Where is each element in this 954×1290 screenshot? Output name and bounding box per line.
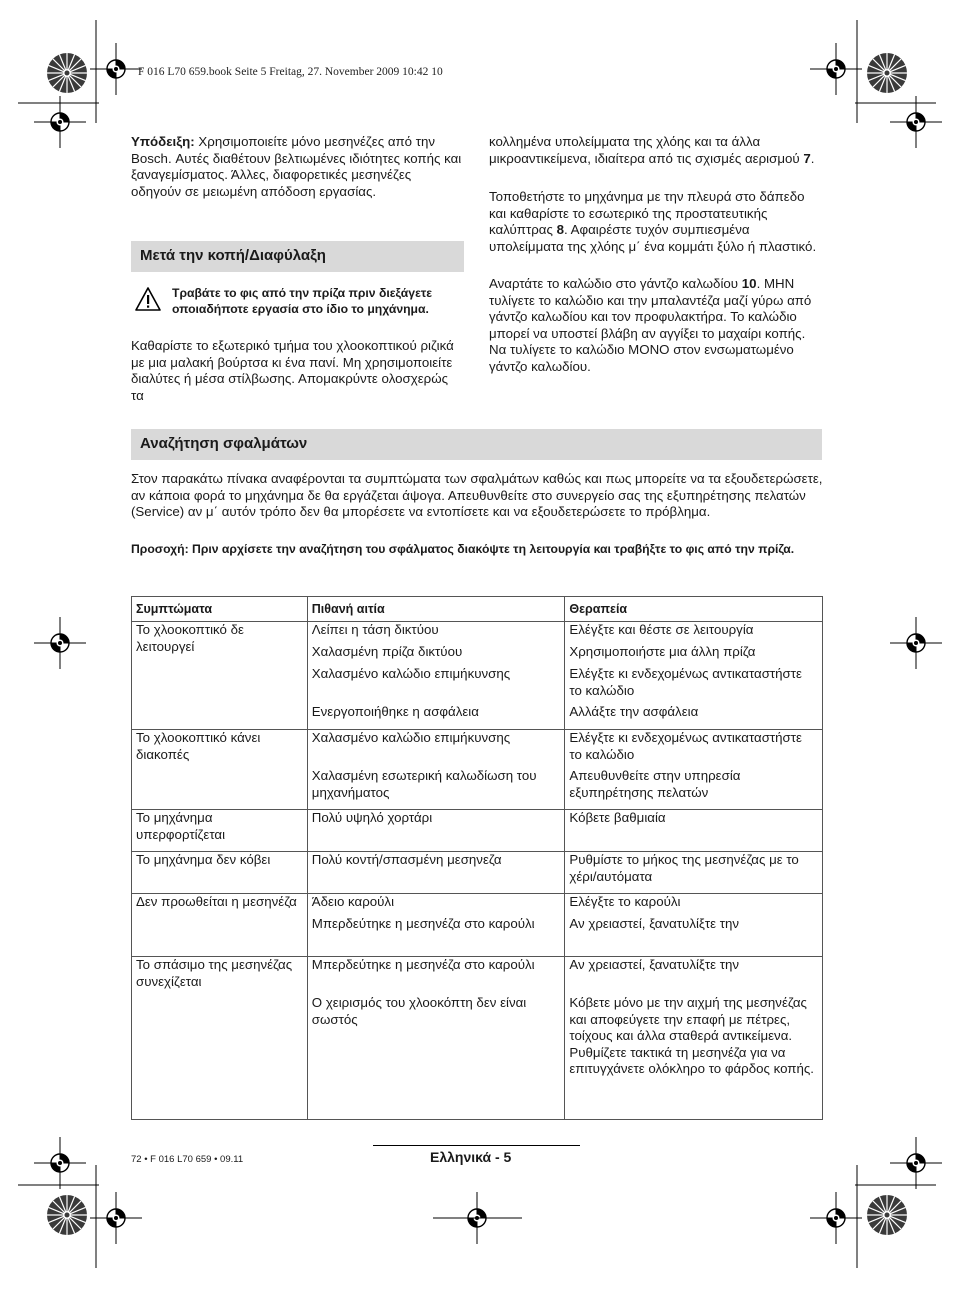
cause-cell: Πολύ κοντή/σπασμένη μεσηνεζα (307, 852, 565, 894)
remedy-cell: Ρυθμίστε το μήκος της μεσηνέζας με το χέρι/αυτόματα (565, 852, 823, 894)
symptom-cell: Το μηχάνημα υπερφορτίζεται (132, 810, 308, 852)
cleaning-paragraph: Καθαρίστε το εξωτερικό τμήμα του χλοοκοπτικού ριζικά με μια μαλακή βούρτσα κι ένα πανί. Μη χρησιμοποιείτε διαλύτες ή μέσα στίλβωσης. Απομακρύντε ολοσχερώς τα (131, 338, 454, 403)
remedy-cell: Αν χρειαστεί, ξανατυλίξτε την Κόβετε μόνο με την αιχμή της μεσηνέζας και αποφεύγετε την επαφή με πέτρες, τοίχους και άλλα σταθερά αντικείμενα. Ρυθμίζετε τακτικά τη μεσηνέζα για να επιτυγχάνετε ολόκληρο το φάρδος κοπής. (565, 957, 823, 1120)
warning-icon (134, 286, 162, 312)
symptom-cell: Δεν προωθείται η μεσηνέζα (132, 894, 308, 957)
cause-cell: Λείπει η τάση δικτύου Χαλασμένη πρίζα δικτύου Χαλασμένο καλώδιο επιμήκυνσης Ενεργοποιήθηκε η ασφάλεια (307, 622, 565, 730)
table-row (132, 852, 823, 894)
table-row (132, 730, 823, 810)
cause-cell: Άδειο καρούλι Μπερδεύτηκε η μεσηνέζα στο καρούλι (307, 894, 565, 957)
table-row (132, 622, 823, 730)
caution-text: Προσοχή: Πριν αρχίσετε την αναζήτηση του σφάλματος διακόψτε τη λειτουργία και τραβήξτε το φις από την πρίζα. (131, 542, 795, 556)
cable-storage-paragraph: Αναρτάτε το καλώδιο στο γάντζο καλωδίου 10. ΜΗΝ τυλίγετε το καλώδιο και την μπαλαντέζα μαζί γύρω από γάντζο καλωδίου και τον προφυλακτήρα. Το καλώδιο μπορεί να υποστεί βλάβη αν αγγίξει το μαχαίρι κοπής. Να τυλίγετε το καλώδιο ΜΟΝΟ στον ενσωματωμένο γάντζο καλωδίου. (489, 276, 812, 374)
troubleshooting-intro: Στον παρακάτω πίνακα αναφέρονται τα συμπτώματα των σφαλμάτων καθώς και πως μπορείτε να τα εξουδετερώσετε, αν κάποια φορά το μηχάνημα δε θα εργάζεται άψογα. Απευθυνθείτε στο συνεργείο σας της εξυπηρέτησης πελατών (Service) αν μ΄ αυτόν τρόπο δεν θα μπορέσετε να εντοπίσετε και να εξουδετερώσετε το πρόβλημα. (131, 471, 823, 520)
symptom-cell: Το σπάσιμο της μεσηνέζας συνεχίζεται (132, 957, 308, 1120)
table-row (132, 810, 823, 852)
symptom-cell: Το χλοοκοπτικό δε λειτουργεί (132, 622, 308, 730)
remedy-cell: Κόβετε βαθμιαία (565, 810, 823, 852)
troubleshooting-table (131, 596, 823, 1120)
table-row (132, 957, 823, 1120)
note-label: Υπόδειξη: (131, 134, 195, 149)
footer-page-label: Ελληνικά - 5 (430, 1149, 512, 1165)
book-info-header: F 016 L70 659.book Seite 5 Freitag, 27. November 2009 10:42 10 (138, 66, 443, 78)
note-paragraph (131, 134, 462, 200)
symptom-cell: Το μηχάνημα δεν κόβει (132, 852, 308, 894)
table-header-row (132, 597, 823, 622)
cause-cell: Πολύ υψηλό χορτάρι (307, 810, 565, 852)
header-cause: Πιθανή αιτία (307, 597, 565, 622)
remedy-cell: Ελέγξτε το καρούλι Αν χρειαστεί, ξανατυλίξτε την (565, 894, 823, 957)
ventilation-paragraph: κολλημένα υπολείμματα της χλόης και τα άλλα μικροαντικείμενα, ιδιαίτερα από τις σχισμές αερισμού 7. (489, 134, 815, 166)
warning-text: Τραβάτε το φις από την πρίζα πριν διεξάγετε οποιαδήποτε εργασία στο ίδιο το μηχάνημα. (172, 286, 433, 316)
header-symptoms: Συμπτώματα (132, 597, 308, 622)
cause-cell: Μπερδεύτηκε η μεσηνέζα στο καρούλι Ο χειρισμός του χλοοκόπτη δεν είναι σωστός (307, 957, 565, 1120)
guard-cleaning-paragraph: Τοποθετήστε το μηχάνημα με την πλευρά στο δάπεδο και καθαρίστε το εσωτερικό της προστατευτικής καλύπτρας 8. Αφαιρέστε τυχόν συμπιεσμένα υπολείμματα της χλόης μ΄ ένα κομμάτι ξύλο ή πλαστικό. (489, 189, 817, 254)
symptom-cell: Το χλοοκοπτικό κάνει διακοπές (132, 730, 308, 810)
cause-cell: Χαλασμένο καλώδιο επιμήκυνσης Χαλασμένη εσωτερική καλωδίωση του μηχανήματος (307, 730, 565, 810)
table-row (132, 894, 823, 957)
remedy-cell: Ελέγξτε και θέστε σε λειτουργία Χρησιμοποιήστε μια άλλη πρίζα Ελέγξτε κι ενδεχομένως αντικαταστήστε το καλώδιο Αλλάξτε την ασφάλεια (565, 622, 823, 730)
note-text: Χρησιμοποιείτε μόνο μεσηνέζες από την Bosch. Αυτές διαθέτουν βελτιωμένες ιδιότητες κοπής και ξαναγεμίσματος. Άλλες, διαφορετικές μεσηνέζες οδηγούν σε μειωμένη απόδοση εργασίας. (131, 134, 462, 199)
section-heading-troubleshooting (131, 429, 822, 460)
section-heading-after-cutting (131, 241, 464, 272)
footer-print-code: 72 • F 016 L70 659 • 09.11 (131, 1154, 244, 1165)
header-remedy: Θεραπεία (565, 597, 823, 622)
section-title: Μετά την κοπή/Διαφύλαξη (140, 247, 326, 264)
remedy-cell: Ελέγξτε κι ενδεχομένως αντικαταστήστε το καλώδιο Απευθυνθείτε στην υπηρεσία εξυπηρέτησης πελατών (565, 730, 823, 810)
section-title: Αναζήτηση σφαλμάτων (140, 435, 308, 452)
footer-rule (373, 1145, 580, 1146)
